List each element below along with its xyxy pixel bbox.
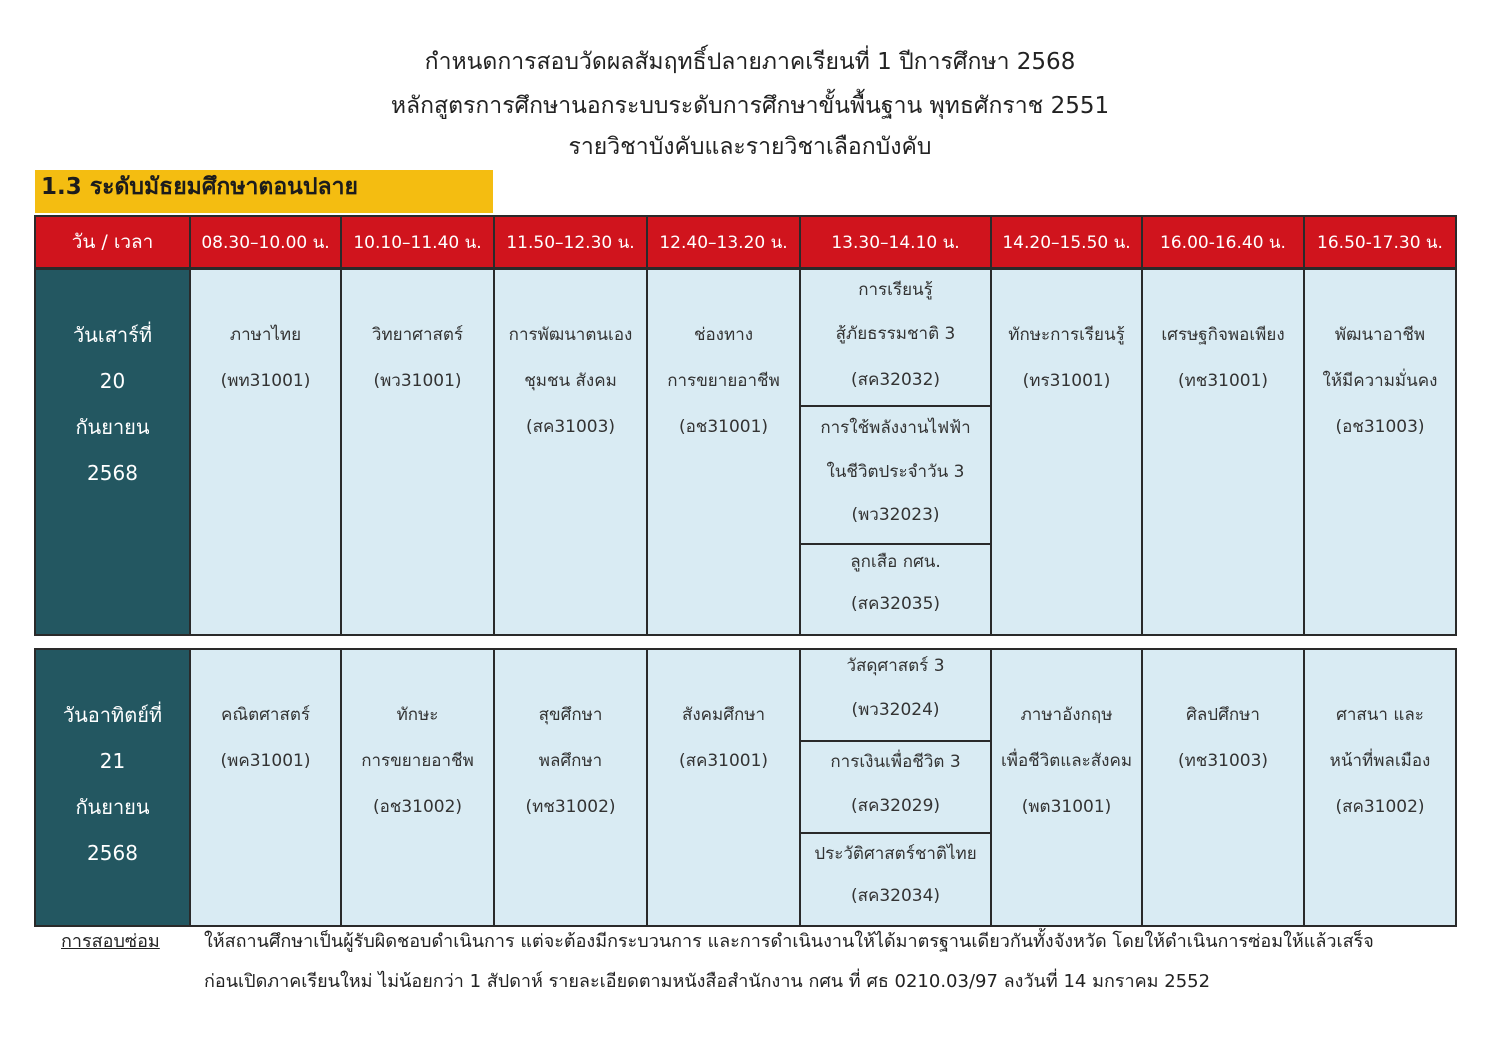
subject-code: (ทร31001) [1022, 371, 1111, 391]
subject-code: (พว32024) [851, 700, 940, 720]
subject-name: ทักษะ [396, 705, 439, 725]
subject-name: ประวัติศาสตร์ชาติไทย [814, 844, 977, 864]
subject-name: สังคมศึกษา [681, 705, 766, 725]
subject-name: การใช้พลังงานไฟฟ้า [820, 418, 971, 438]
subject-code: (สค31002) [1335, 797, 1425, 817]
header-slot-2: 10.10–11.40 น. [341, 216, 494, 268]
subject-name: ศิลปศึกษา [1186, 705, 1260, 725]
subject-block [801, 545, 990, 634]
saturday-slot-3 [494, 269, 647, 635]
subject-code: (อช31002) [372, 797, 463, 817]
title-line-3: รายวิชาบังคับและรายวิชาเลือกบังคับ [568, 134, 932, 160]
level-banner: 1.3 ระดับมัธยมศึกษาตอนปลาย [35, 170, 493, 213]
subject-code: (พว32023) [851, 505, 940, 525]
day-year: 2568 [87, 841, 138, 865]
subject-block [801, 834, 990, 925]
notes-line-1: ให้สถานศึกษาเป็นผู้รับผิดชอบดำเนินการ แต่จะต้องมีกระบวนการ และการดำเนินงานให้ได้มาตรฐานเดียวกันทั้งจังหวัด โดยให้ดำเนินการซ่อมให้แล้วเสร็จ [204, 931, 1374, 952]
subject-code: (พว31001) [373, 371, 462, 391]
sunday-slot-5 [800, 649, 991, 926]
day-year: 2568 [87, 461, 138, 485]
title-line-1: กำหนดการสอบวัดผลสัมฤทธิ์ปลายภาคเรียนที่ 1 ปีการศึกษา 2568 [424, 49, 1076, 75]
schedule-header [34, 215, 1457, 269]
subject-name-2: ในชีวิตประจำวัน 3 [826, 462, 965, 482]
subject-block [801, 742, 990, 834]
subject-name-2: สู้ภัยธรรมชาติ 3 [835, 324, 956, 344]
header-slot-4: 12.40–13.20 น. [647, 216, 800, 268]
saturday-day-cell [35, 269, 190, 635]
day-date: 21 [99, 749, 126, 773]
day-name: วันอาทิตย์ที่ [62, 703, 163, 727]
subject-name-2: พลศึกษา [538, 751, 603, 771]
saturday-slot-5 [800, 269, 991, 635]
subject-name: ทักษะการเรียนรู้ [1008, 325, 1125, 345]
subject-name-2: เพื่อชีวิตและสังคม [1000, 751, 1133, 771]
saturday-slot-4 [647, 269, 800, 635]
subject-name: พัฒนาอาชีพ [1334, 325, 1426, 345]
sunday-slot-7 [1142, 649, 1304, 926]
saturday-slot-1 [190, 269, 341, 635]
subject-code: (ทช31002) [525, 797, 616, 817]
subject-name: ภาษาอังกฤษ [1020, 705, 1113, 725]
header-slot-6: 14.20–15.50 น. [991, 216, 1142, 268]
subject-name: ลูกเสือ กศน. [850, 552, 941, 572]
subject-name-2: ให้มีความมั่นคง [1322, 371, 1438, 391]
subject-name-2: การขยายอาชีพ [361, 751, 474, 771]
saturday-slot-7 [1142, 269, 1304, 635]
subject-code: (สค32035) [850, 594, 941, 614]
subject-name: การพัฒนาตนเอง [508, 325, 633, 345]
header-slot-1: 08.30–10.00 น. [190, 216, 341, 268]
subject-name: การเงินเพื่อชีวิต 3 [830, 752, 961, 772]
header-slot-5: 13.30–14.10 น. [800, 216, 991, 268]
day-month: กันยายน [75, 415, 150, 439]
subject-code: (สค32029) [850, 796, 941, 816]
title-line-2: หลักสูตรการศึกษานอกระบบระดับการศึกษาขั้นพื้นฐาน พุทธศักราช 2551 [390, 93, 1110, 119]
subject-name: วิทยาศาสตร์ [371, 325, 464, 345]
saturday-schedule [34, 268, 1457, 636]
subject-code: (สค31003) [525, 417, 616, 437]
sunday-schedule [34, 648, 1457, 927]
subject-code: (สค32032) [850, 370, 941, 390]
subject-code: (สค31001) [678, 751, 769, 771]
subject-code: (พค31001) [220, 751, 311, 771]
notes-label: การสอบซ่อม [61, 931, 160, 952]
subject-name: ช่องทาง [693, 325, 754, 345]
day-name: วันเสาร์ที่ [72, 323, 153, 347]
subject-name-2: ชุมชน สังคม [524, 371, 617, 391]
saturday-slot-6 [991, 269, 1142, 635]
subject-code: (อช31003) [1335, 417, 1425, 437]
header-slot-8: 16.50-17.30 น. [1304, 216, 1456, 268]
subject-name: คณิตศาสตร์ [220, 705, 311, 725]
sunday-day-cell [35, 649, 190, 926]
sunday-slot-3 [494, 649, 647, 926]
subject-code: (อช31001) [678, 417, 769, 437]
sunday-slot-6 [991, 649, 1142, 926]
subject-name: วัสดุศาสตร์ 3 [846, 656, 945, 676]
subject-code: (พต31001) [1021, 797, 1112, 817]
day-month: กันยายน [75, 795, 150, 819]
subject-name: การเรียนรู้ [858, 280, 933, 300]
sunday-slot-8 [1304, 649, 1456, 926]
subject-name: ศาสนา และ [1336, 705, 1424, 725]
subject-name: สุขศึกษา [538, 705, 603, 725]
subject-name: ภาษาไทย [229, 325, 302, 345]
saturday-slot-2 [341, 269, 494, 635]
subject-block [801, 270, 990, 407]
subject-code: (ทช31003) [1177, 751, 1269, 771]
day-date: 20 [99, 369, 126, 393]
subject-code: (สค32034) [850, 886, 941, 906]
subject-code: (ทช31001) [1177, 371, 1269, 391]
subject-name-2: หน้าที่พลเมือง [1329, 751, 1431, 771]
subject-block [801, 407, 990, 545]
subject-name-2: การขยายอาชีพ [667, 371, 780, 391]
sunday-slot-4 [647, 649, 800, 926]
header-slot-7: 16.00-16.40 น. [1142, 216, 1304, 268]
subject-name: เศรษฐกิจพอเพียง [1161, 325, 1285, 345]
header-day-time: วัน / เวลา [35, 216, 190, 268]
sunday-slot-1 [190, 649, 341, 926]
saturday-slot-8 [1304, 269, 1456, 635]
notes-line-2: ก่อนเปิดภาคเรียนใหม่ ไม่น้อยกว่า 1 สัปดาห์ รายละเอียดตามหนังสือสำนักงาน กศน ที่ ศธ 0210.03/97 ลงวันที่ 14 มกราคม 2552 [204, 971, 1211, 992]
subject-block [801, 650, 990, 742]
sunday-slot-2 [341, 649, 494, 926]
header-slot-3: 11.50–12.30 น. [494, 216, 647, 268]
subject-code: (พท31001) [220, 371, 311, 391]
